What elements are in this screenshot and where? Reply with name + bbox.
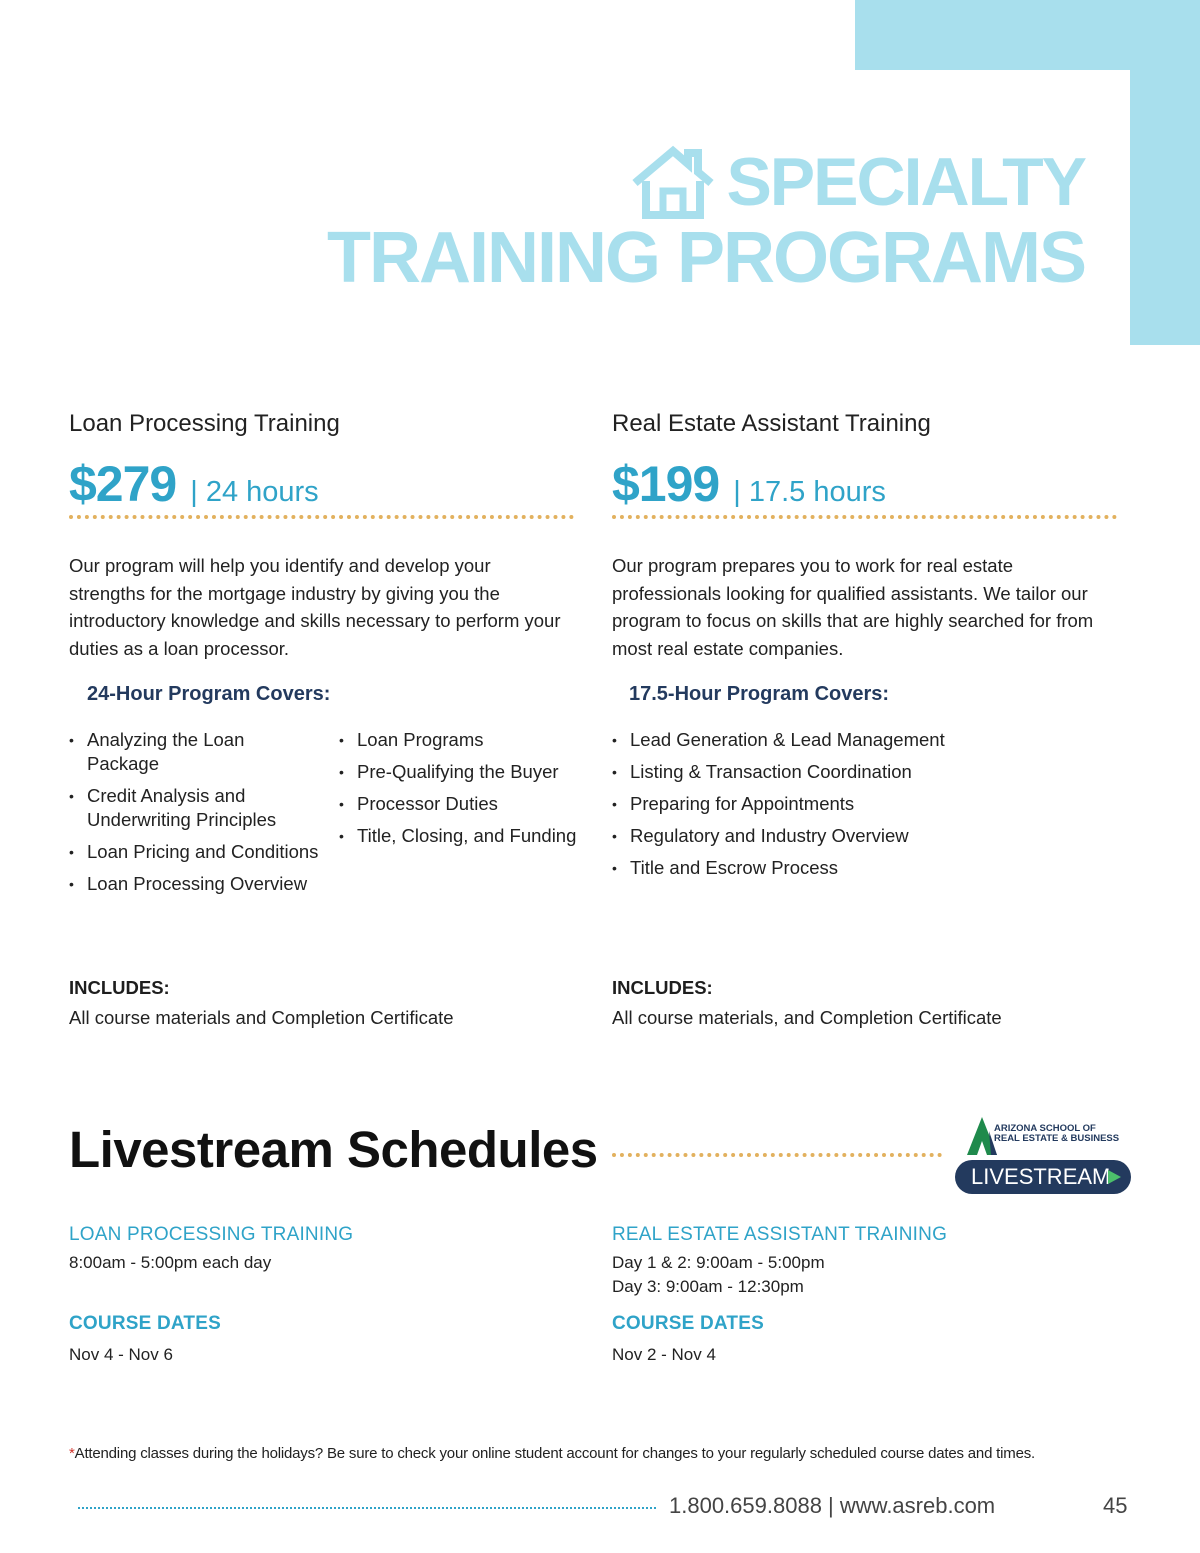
pine-tree-icon: [967, 1117, 997, 1155]
list-item: • Listing & Transaction Coordination: [612, 760, 1112, 784]
schedule-heading-loan: LOAN PROCESSING TRAINING: [69, 1224, 354, 1245]
schedule-time-assistant-1: Day 1 & 2: 9:00am - 5:00pm: [612, 1253, 825, 1272]
list-item: • Pre-Qualifying the Buyer: [339, 760, 584, 784]
price-row-loan: [69, 455, 579, 513]
list-item: • Title, Closing, and Funding: [339, 824, 584, 848]
hours-assistant: | 17.5 hours: [733, 476, 886, 508]
course-dates-heading-assistant: COURSE DATES: [612, 1313, 764, 1334]
dotted-divider-assistant: [612, 515, 1117, 519]
livestream-badge-label: LIVESTREAM: [971, 1164, 1111, 1189]
list-item: • Credit Analysis and Underwriting Principles: [69, 784, 319, 832]
topics-list-loan-col1: [69, 728, 319, 904]
list-item: • Title and Escrow Process: [612, 856, 1112, 880]
includes-text-loan: All course materials and Completion Certificate: [69, 1007, 454, 1028]
list-item: • Preparing for Appointments: [612, 792, 1112, 816]
course-dates-assistant: Nov 2 - Nov 4: [612, 1345, 716, 1364]
list-item: • Loan Pricing and Conditions: [69, 840, 319, 864]
course-dates-heading-loan: COURSE DATES: [69, 1313, 221, 1334]
house-icon: [630, 145, 716, 219]
page-number: 45: [1103, 1493, 1128, 1518]
page-title-line1: [630, 142, 1085, 222]
logo-school-name: [994, 1124, 1119, 1144]
description-assistant: Our program prepares you to work for real estate professionals looking for qualified assistants. We tailor our program to focus on skills that are highly searched for from most real estate companies.: [612, 555, 1094, 659]
note-asterisk: *: [69, 1445, 75, 1462]
includes-text-assistant: All course materials, and Completion Certificate: [612, 1007, 1002, 1028]
note-text: Attending classes during the holidays? Be sure to check your online student account for changes to your regularly scheduled course dates and times.: [74, 1445, 1035, 1462]
holiday-note: [69, 1445, 1035, 1462]
schedule-time-assistant-2: Day 3: 9:00am - 12:30pm: [612, 1277, 804, 1296]
schedule-heading-assistant: REAL ESTATE ASSISTANT TRAINING: [612, 1224, 948, 1245]
course-dates-loan: Nov 4 - Nov 6: [69, 1345, 173, 1364]
list-item: • Analyzing the Loan Package: [69, 728, 319, 776]
footer-dotted-divider: [78, 1507, 656, 1509]
play-icon: [1108, 1170, 1121, 1184]
topics-list-loan-col2: [339, 728, 584, 856]
list-item: • Processor Duties: [339, 792, 584, 816]
description-loan: Our program will help you identify and develop your strengths for the mortgage industry by giving you the introductory knowledge and skills necessary to perform your duties as a loan processor.: [69, 555, 561, 659]
covers-heading-assistant: 17.5-Hour Program Covers:: [629, 683, 890, 705]
livestream-dotted-divider: [612, 1153, 942, 1157]
livestream-badge: [955, 1160, 1131, 1194]
includes-label-loan: INCLUDES:: [69, 977, 170, 998]
hours-loan: | 24 hours: [190, 476, 319, 508]
schedule-time-loan: 8:00am - 5:00pm each day: [69, 1253, 272, 1272]
price-loan: $279: [69, 456, 177, 512]
logo-line2: REAL ESTATE & BUSINESS: [994, 1133, 1120, 1144]
program-title-assistant: Real Estate Assistant Training: [612, 410, 931, 437]
topics-list-assistant: [612, 728, 1112, 888]
page-title-line2: TRAINING PROGRAMS: [327, 218, 1085, 298]
livestream-logo: [955, 1115, 1133, 1197]
covers-heading-loan: 24-Hour Program Covers:: [87, 683, 331, 705]
includes-label-assistant: INCLUDES:: [612, 977, 713, 998]
list-item: • Lead Generation & Lead Management: [612, 728, 1112, 752]
side-decor-bar: [1130, 70, 1200, 345]
price-row-assistant: [612, 455, 1122, 513]
header-decor-bar: [855, 0, 1200, 70]
footer-contact: 1.800.659.8088 | www.asreb.com: [669, 1493, 996, 1518]
logo-line1: ARIZONA SCHOOL OF: [994, 1123, 1096, 1134]
dotted-divider-loan: [69, 515, 574, 519]
livestream-title: Livestream Schedules: [69, 1121, 598, 1178]
list-item: • Loan Processing Overview: [69, 872, 319, 896]
title-specialty: SPECIALTY: [726, 144, 1085, 220]
program-title-loan: Loan Processing Training: [69, 410, 340, 437]
price-assistant: $199: [612, 456, 720, 512]
list-item: • Loan Programs: [339, 728, 584, 752]
list-item: • Regulatory and Industry Overview: [612, 824, 1112, 848]
